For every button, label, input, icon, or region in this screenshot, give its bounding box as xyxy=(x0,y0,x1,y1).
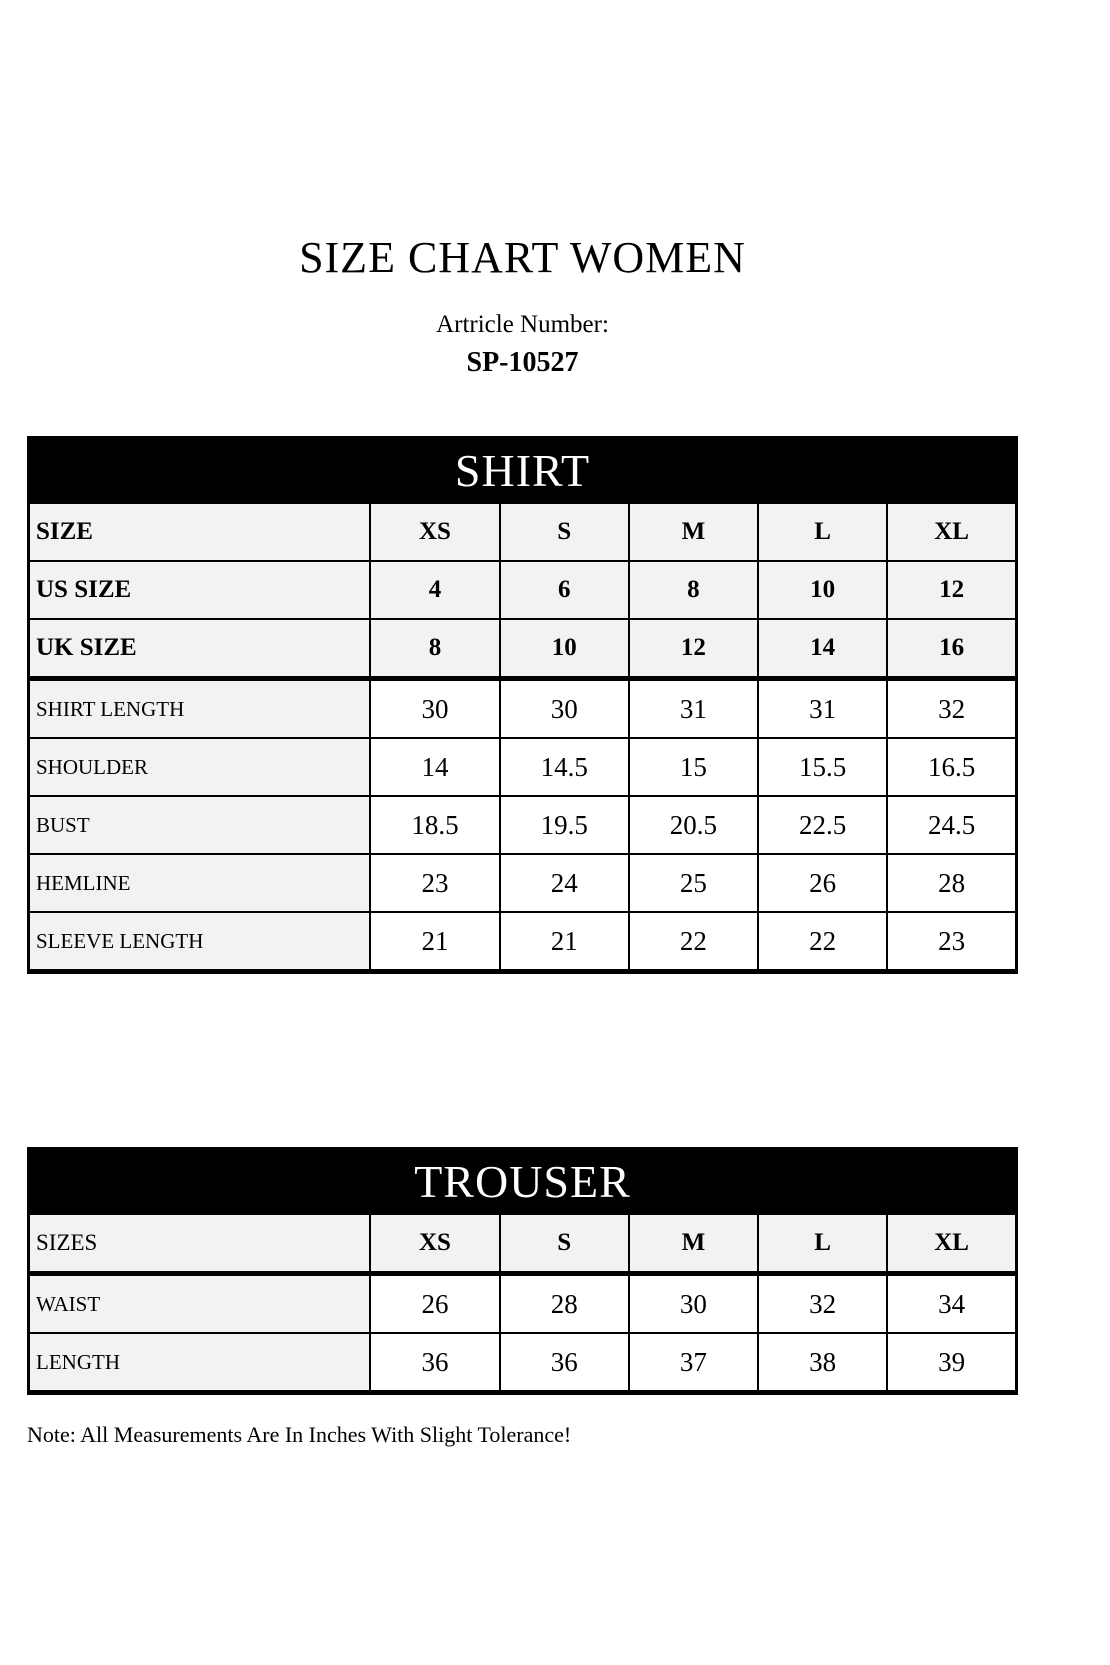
table-row xyxy=(29,619,1017,679)
measure-cell: 31 xyxy=(629,679,758,739)
measure-cell: 24 xyxy=(500,854,629,912)
size-cell: S xyxy=(500,503,629,562)
size-cell: 10 xyxy=(758,561,887,619)
measure-cell: 36 xyxy=(500,1333,629,1393)
table-row xyxy=(29,738,1017,796)
measure-cell: 26 xyxy=(370,1274,499,1334)
row-label: SIZE xyxy=(29,503,371,562)
table-row xyxy=(29,679,1017,739)
table-row xyxy=(29,1274,1017,1334)
measure-cell: 14.5 xyxy=(500,738,629,796)
measure-cell: 21 xyxy=(370,912,499,972)
size-cell: XS xyxy=(370,503,499,562)
size-cell: M xyxy=(629,503,758,562)
shirt-table-title: SHIRT xyxy=(29,438,1017,503)
measure-cell: 26 xyxy=(758,854,887,912)
table-row xyxy=(29,854,1017,912)
measure-cell: 28 xyxy=(500,1274,629,1334)
measure-cell: 25 xyxy=(629,854,758,912)
table-row xyxy=(29,1149,1017,1214)
row-label: SLEEVE LENGTH xyxy=(29,912,371,972)
content-column xyxy=(27,0,1018,1449)
row-label: US SIZE xyxy=(29,561,371,619)
row-label: UK SIZE xyxy=(29,619,371,679)
measure-cell: 38 xyxy=(758,1333,887,1393)
measure-cell: 32 xyxy=(887,679,1016,739)
size-cell: 12 xyxy=(629,619,758,679)
size-cell: M xyxy=(629,1214,758,1274)
size-cell: XS xyxy=(370,1214,499,1274)
shirt-size-table xyxy=(27,436,1018,974)
table-row xyxy=(29,438,1017,503)
measure-cell: 28 xyxy=(887,854,1016,912)
measure-cell: 14 xyxy=(370,738,499,796)
article-number-label: Artricle Number: xyxy=(436,311,609,338)
measure-cell: 34 xyxy=(887,1274,1016,1334)
row-label: BUST xyxy=(29,796,371,854)
measure-cell: 30 xyxy=(370,679,499,739)
article-number: SP-10527 xyxy=(466,347,579,378)
size-cell: 12 xyxy=(887,561,1016,619)
table-row xyxy=(29,561,1017,619)
measure-cell: 22 xyxy=(758,912,887,972)
size-cell: XL xyxy=(887,1214,1016,1274)
row-label: HEMLINE xyxy=(29,854,371,912)
size-cell: 8 xyxy=(370,619,499,679)
measurements-note: Note: All Measurements Are In Inches With Slight Tolerance! xyxy=(27,1422,572,1447)
measure-cell: 23 xyxy=(370,854,499,912)
size-cell: XL xyxy=(887,503,1016,562)
size-cell: 16 xyxy=(887,619,1016,679)
trouser-table-title: TROUSER xyxy=(29,1149,1017,1214)
page-title: SIZE CHART WOMEN xyxy=(299,233,746,282)
size-cell: 10 xyxy=(500,619,629,679)
table-row xyxy=(29,1214,1017,1274)
row-label: SHIRT LENGTH xyxy=(29,679,371,739)
measure-cell: 19.5 xyxy=(500,796,629,854)
measure-cell: 30 xyxy=(500,679,629,739)
measure-cell: 18.5 xyxy=(370,796,499,854)
size-cell: L xyxy=(758,503,887,562)
size-cell: 4 xyxy=(370,561,499,619)
measure-cell: 15 xyxy=(629,738,758,796)
row-label: SHOULDER xyxy=(29,738,371,796)
measure-cell: 20.5 xyxy=(629,796,758,854)
size-cell: 14 xyxy=(758,619,887,679)
measure-cell: 22.5 xyxy=(758,796,887,854)
trouser-size-table xyxy=(27,1147,1018,1395)
measure-cell: 36 xyxy=(370,1333,499,1393)
row-label: WAIST xyxy=(29,1274,371,1334)
size-cell: 6 xyxy=(500,561,629,619)
row-label: LENGTH xyxy=(29,1333,371,1393)
measure-cell: 39 xyxy=(887,1333,1016,1393)
measure-cell: 16.5 xyxy=(887,738,1016,796)
measure-cell: 37 xyxy=(629,1333,758,1393)
size-cell: L xyxy=(758,1214,887,1274)
table-row xyxy=(29,503,1017,562)
measure-cell: 15.5 xyxy=(758,738,887,796)
table-row xyxy=(29,912,1017,972)
row-label: SIZES xyxy=(29,1214,371,1274)
size-cell: S xyxy=(500,1214,629,1274)
measure-cell: 22 xyxy=(629,912,758,972)
measure-cell: 24.5 xyxy=(887,796,1016,854)
table-row xyxy=(29,796,1017,854)
size-cell: 8 xyxy=(629,561,758,619)
measure-cell: 30 xyxy=(629,1274,758,1334)
measure-cell: 31 xyxy=(758,679,887,739)
measure-cell: 23 xyxy=(887,912,1016,972)
table-row xyxy=(29,1333,1017,1393)
measure-cell: 21 xyxy=(500,912,629,972)
measure-cell: 32 xyxy=(758,1274,887,1334)
